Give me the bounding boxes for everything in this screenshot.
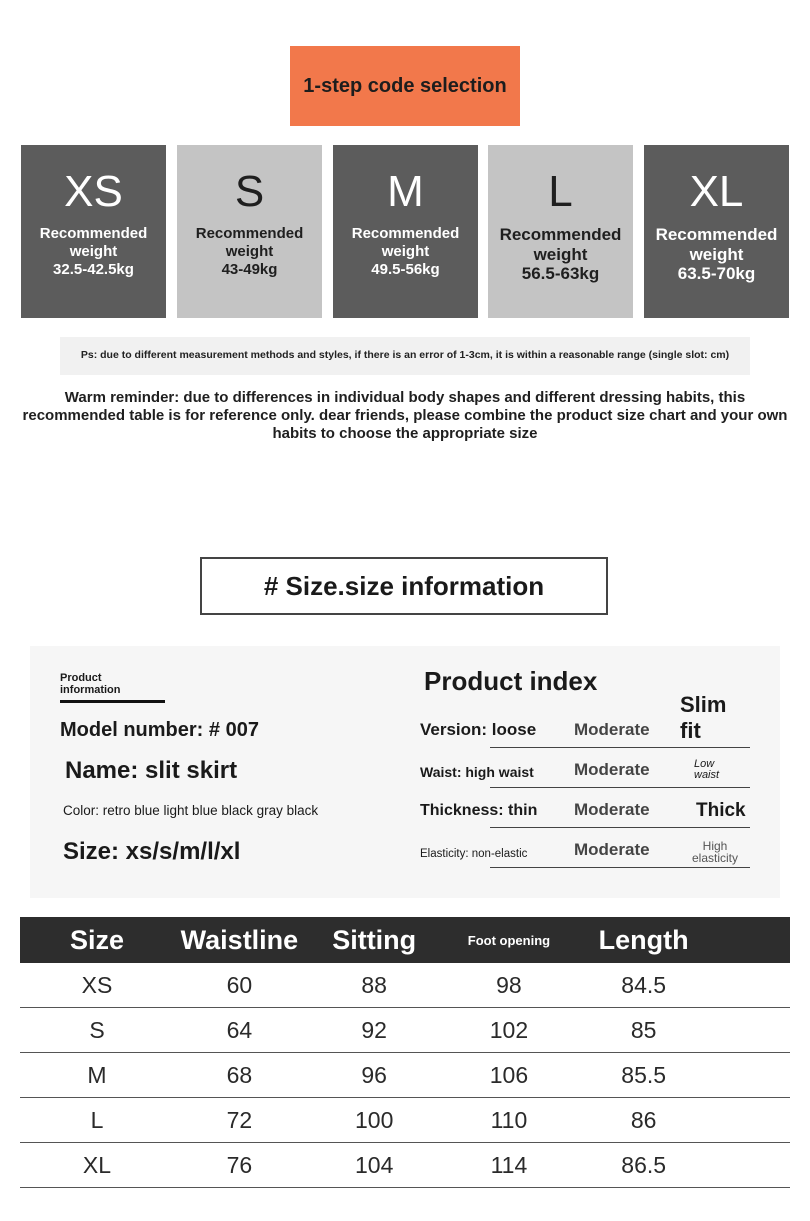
size-letter: XS: [64, 167, 123, 216]
cell-waistline: 60: [174, 963, 305, 1008]
weight-range: 56.5-63kg: [521, 264, 600, 283]
product-info-label-line1: Product: [60, 672, 102, 684]
weight-range: 43-49kg: [221, 261, 278, 278]
column-header-sitting: Sitting: [305, 917, 444, 963]
recommended-weight-label: Recommended weight: [351, 225, 460, 260]
size-card-xs[interactable]: [21, 145, 166, 318]
index-row-elasticity: [420, 828, 750, 868]
index-label: Elasticity: non-elastic: [420, 848, 528, 860]
cell-foot-opening: 102: [443, 1008, 574, 1053]
index-moderate: Moderate: [574, 800, 650, 819]
index-extreme-line1: High: [702, 839, 728, 853]
cell-length: 86.5: [574, 1143, 713, 1188]
size-letter: M: [387, 167, 424, 216]
index-row-version: [420, 692, 750, 748]
size-card-s[interactable]: [177, 145, 322, 318]
cell-spacer: [713, 1098, 790, 1143]
cell-waistline: 68: [174, 1053, 305, 1098]
table-row: [20, 1053, 790, 1098]
size-letter: L: [548, 167, 573, 216]
cell-sitting: 88: [305, 963, 444, 1008]
table-header-row: [20, 917, 790, 963]
index-extreme: Slim fit: [680, 692, 727, 743]
section-title-box: [200, 557, 608, 615]
index-extreme: [692, 840, 738, 864]
cell-foot-opening: 114: [443, 1143, 574, 1188]
cell-spacer: [713, 1053, 790, 1098]
recommended-weight-label: Recommended weight: [499, 225, 622, 264]
cell-foot-opening: 110: [443, 1098, 574, 1143]
cell-waistline: 76: [174, 1143, 305, 1188]
cell-sitting: 96: [305, 1053, 444, 1098]
column-header-foot-opening: Foot opening: [443, 917, 574, 963]
recommended-weight-label: Recommended weight: [39, 225, 148, 260]
cell-length: 85: [574, 1008, 713, 1053]
cell-spacer: [713, 1008, 790, 1053]
product-name: Name: slit skirt: [65, 757, 238, 784]
table-row: [20, 963, 790, 1008]
table-row: [20, 1008, 790, 1053]
index-moderate: Moderate: [574, 840, 650, 859]
cell-spacer: [713, 1143, 790, 1188]
index-scale-line: [490, 867, 750, 869]
index-extreme-line2: elasticity: [692, 851, 739, 865]
index-extreme-line1: Low: [694, 758, 715, 770]
product-info-label: [60, 672, 121, 696]
index-moderate: Moderate: [574, 720, 650, 739]
index-extreme-line2: waist: [694, 769, 720, 781]
product-color: Color: retro blue light blue black gray black: [63, 803, 319, 818]
size-letter: S: [234, 167, 265, 216]
column-header-length: Length: [574, 917, 713, 963]
product-index-title: Product index: [424, 666, 598, 696]
badge-label: 1-step code selection: [303, 74, 507, 97]
cell-spacer: [713, 963, 790, 1008]
index-row-thickness: [420, 788, 750, 828]
weight-range: 63.5-70kg: [677, 264, 756, 283]
product-info-label-line2: information: [60, 684, 121, 696]
recommended-weight-label: Recommended weight: [655, 225, 778, 264]
cell-size: L: [20, 1098, 174, 1143]
cell-size: S: [20, 1008, 174, 1053]
column-header-spacer: [713, 917, 790, 963]
size-table: [20, 917, 790, 1188]
index-extreme: Thick: [696, 800, 746, 821]
weight-range: 49.5-56kg: [371, 261, 440, 278]
size-selection-badge: [290, 46, 520, 126]
size-letter: XL: [689, 167, 744, 216]
table-row: [20, 1143, 790, 1188]
index-label: Waist: high waist: [420, 764, 534, 780]
cell-size: M: [20, 1053, 174, 1098]
cell-foot-opening: 98: [443, 963, 574, 1008]
cell-foot-opening: 106: [443, 1053, 574, 1098]
recommended-weight-label: Recommended weight: [195, 225, 304, 260]
index-moderate: Moderate: [574, 760, 650, 779]
size-card-l[interactable]: [488, 145, 633, 318]
cell-sitting: 104: [305, 1143, 444, 1188]
product-sizes: Size: xs/s/m/l/xl: [63, 838, 241, 865]
index-label: Version: loose: [420, 720, 537, 739]
cell-length: 84.5: [574, 963, 713, 1008]
warm-reminder: Warm reminder: due to differences in individual body shapes and different dressing habits, this recommended table is for reference only. dear friends, please combine the product size chart and your own habits to choose the appropriate size: [22, 389, 788, 442]
cell-size: XS: [20, 963, 174, 1008]
index-row-waist: [420, 748, 750, 788]
weight-range: 32.5-42.5kg: [53, 261, 134, 278]
column-header-waistline: Waistline: [174, 917, 305, 963]
cell-size: XL: [20, 1143, 174, 1188]
column-header-size: Size: [20, 917, 174, 963]
cell-sitting: 92: [305, 1008, 444, 1053]
section-title: # Size.size information: [263, 570, 545, 601]
ps-note: Ps: due to different measurement methods and styles, if there is an error of 1-3cm, it is within a reasonable range (single slot: cm): [80, 349, 730, 361]
index-label: Thickness: thin: [420, 802, 538, 819]
model-number: Model number: # 007: [60, 719, 259, 741]
cell-length: 85.5: [574, 1053, 713, 1098]
cell-length: 86: [574, 1098, 713, 1143]
cell-waistline: 72: [174, 1098, 305, 1143]
table-row: [20, 1098, 790, 1143]
cell-waistline: 64: [174, 1008, 305, 1053]
index-extreme: [694, 759, 719, 781]
size-card-xl[interactable]: [644, 145, 789, 318]
cell-sitting: 100: [305, 1098, 444, 1143]
size-card-m[interactable]: [333, 145, 478, 318]
product-info-underline: [60, 700, 165, 703]
size-card-row: [21, 145, 791, 318]
